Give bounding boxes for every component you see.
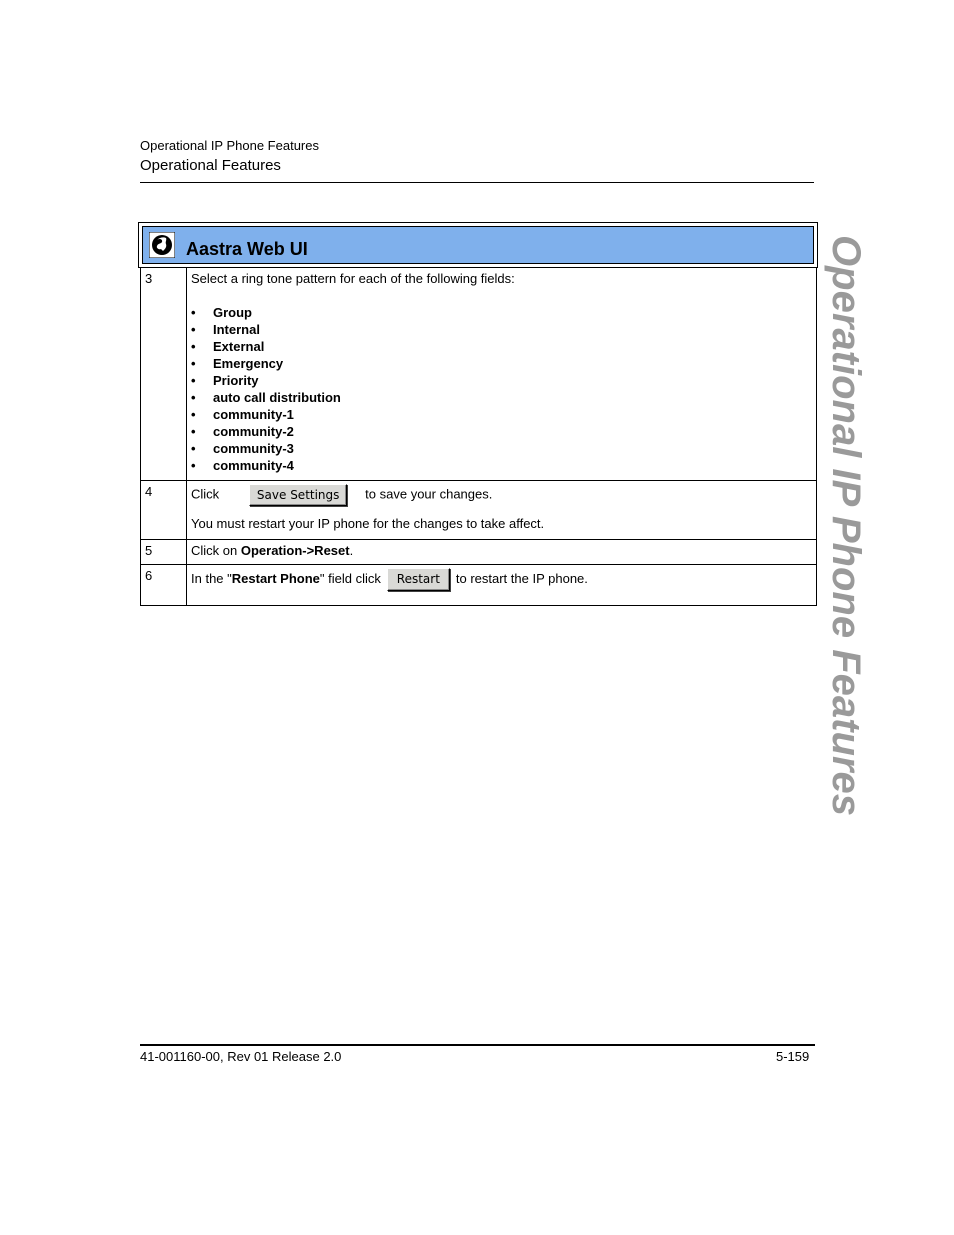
list-item: • community-3 bbox=[191, 441, 294, 456]
running-header-section: Operational Features bbox=[140, 157, 281, 174]
field-name: Restart Phone bbox=[231, 570, 320, 586]
list-item: • Group bbox=[191, 305, 252, 320]
side-tab bbox=[823, 235, 868, 816]
page-number: 5-159 bbox=[776, 1049, 810, 1064]
web-ui-banner-fill bbox=[142, 226, 814, 264]
step-number: 6 bbox=[141, 565, 187, 606]
list-item: • auto call distribution bbox=[191, 390, 341, 405]
table-row bbox=[141, 481, 817, 540]
step-content bbox=[187, 268, 817, 481]
footer-rule bbox=[140, 1044, 815, 1046]
step-number: 3 bbox=[141, 268, 187, 481]
save-settings-button[interactable]: Save Settings bbox=[249, 484, 347, 506]
list-item: • community-4 bbox=[191, 458, 294, 473]
ring-tone-field-list bbox=[191, 304, 812, 474]
web-ui-banner bbox=[138, 222, 818, 268]
list-item: • community-1 bbox=[191, 407, 294, 422]
restart-button[interactable]: Restart bbox=[387, 568, 450, 591]
step-content bbox=[187, 481, 817, 540]
running-header-chapter: Operational IP Phone Features bbox=[140, 138, 319, 153]
table-row bbox=[141, 565, 817, 606]
side-tab-label: Operational IP Phone Features bbox=[823, 235, 868, 816]
step-number: 5 bbox=[141, 540, 187, 565]
list-item: • Internal bbox=[191, 322, 260, 337]
header-rule bbox=[140, 182, 814, 183]
step-text: Select a ring tone pattern for each of the following fields: bbox=[191, 271, 515, 286]
list-item: • External bbox=[191, 339, 265, 354]
banner-title: Aastra Web UI bbox=[186, 239, 308, 259]
step-content: In the "Restart Phone" field click Restart to restart the IP phone. bbox=[187, 565, 817, 606]
step-text: Click Save Settings to save your changes. bbox=[191, 484, 812, 510]
steps-table bbox=[140, 267, 817, 606]
menu-path: Operation->Reset bbox=[240, 543, 350, 558]
step-number: 4 bbox=[141, 481, 187, 540]
list-item: • community-2 bbox=[191, 424, 294, 439]
globe-icon bbox=[149, 232, 175, 258]
table-row bbox=[141, 268, 817, 481]
list-item: • Priority bbox=[191, 373, 259, 388]
table-row bbox=[141, 540, 817, 565]
step-content: Click on Operation->Reset. bbox=[187, 540, 817, 565]
step-note: You must restart your IP phone for the changes to take affect. bbox=[191, 516, 545, 531]
footer-doc-id: 41-001160-00, Rev 01 Release 2.0 bbox=[140, 1049, 342, 1064]
list-item: • Emergency bbox=[191, 356, 284, 371]
